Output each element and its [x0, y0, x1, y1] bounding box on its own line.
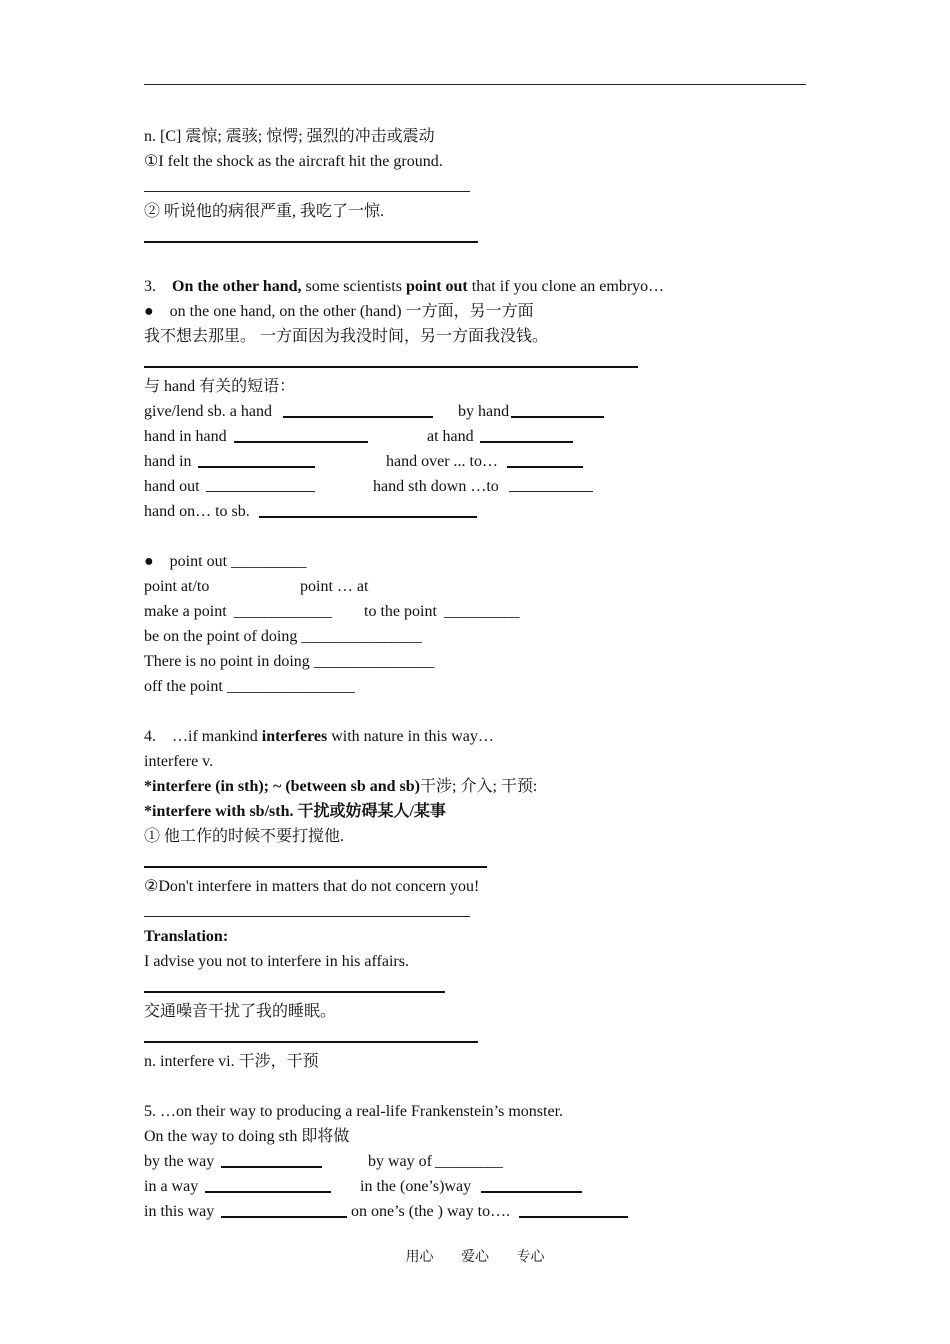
usage-pattern: *interfere (in sth); ~ (between sb and sb) — [144, 778, 421, 795]
example-sentence: ②Don't interfere in matters that do not concern you! — [144, 878, 480, 895]
fill-blank — [283, 416, 433, 418]
part-of-speech: interfere v. — [144, 753, 214, 770]
fill-blank: _________________ — [226, 678, 355, 695]
phrase-label: hand over ... to… — [386, 453, 498, 470]
fill-blank — [221, 1166, 322, 1168]
definition-line — [144, 774, 834, 799]
answer-line — [144, 849, 834, 874]
phrase-row — [144, 1149, 834, 1174]
answer-line — [144, 224, 834, 249]
phrase-row — [144, 624, 834, 649]
heading-text: with nature in this way… — [327, 728, 494, 745]
phrase-label: on one’s (the ) way to…. — [347, 1203, 511, 1220]
fill-blank: _____________ — [234, 603, 332, 620]
fill-blank — [507, 466, 583, 468]
fill-blank — [511, 416, 604, 418]
phrase-label: by hand — [458, 403, 510, 420]
phrase-label: off the point — [144, 678, 223, 695]
section-heading: 5. …on their way to producing a real-life Frankenstein’s monster. — [144, 1103, 564, 1120]
phrase-label: make a point — [144, 603, 227, 620]
example-sentence: ① 他工作的时候不要打搅他. — [144, 828, 345, 845]
phrase-label: hand out — [144, 478, 200, 495]
bullet-icon: ● — [144, 303, 154, 320]
phrase-label: in this way — [144, 1203, 215, 1220]
answer-line — [144, 974, 834, 999]
top-answer-line — [144, 84, 806, 85]
phrase-label: by way of — [368, 1153, 432, 1170]
phrase-label: hand on… to sb. — [144, 503, 250, 520]
phrase-row — [144, 574, 834, 599]
phrase-row — [144, 674, 834, 699]
heading-text: some scientists — [301, 278, 406, 295]
fill-blank: _________ — [435, 1153, 503, 1170]
bullet-item — [144, 299, 834, 324]
worksheet-content — [144, 124, 834, 1224]
answer-line — [144, 174, 834, 199]
translation-prompt: 我不想去那里。 一方面因为我没时间，另一方面我没钱。 — [144, 328, 549, 345]
fill-blank — [206, 491, 315, 492]
fill-blank — [509, 491, 593, 492]
section-heading — [144, 724, 834, 749]
footer-motto: 用心 — [405, 1250, 434, 1265]
heading-text: 4. …if mankind — [144, 728, 262, 745]
fill-blank — [259, 516, 477, 518]
heading-text: that if you clone an embryo… — [467, 278, 665, 295]
translation-label — [144, 924, 834, 949]
phrase-label: point out — [169, 553, 228, 570]
fill-blank: __________ — [231, 553, 307, 570]
fill-blank — [480, 441, 573, 443]
phrase-label: by the way — [144, 1153, 215, 1170]
fill-blank — [519, 1216, 628, 1218]
fill-blank — [234, 441, 368, 443]
translation-heading: Translation: — [144, 928, 229, 945]
phrase-row — [144, 424, 834, 449]
hand-phrases-title: 与 hand 有关的短语： — [144, 378, 296, 395]
definition-text: 干涉; 介入; 干预: — [420, 778, 538, 795]
noun-form: n. interfere vi. 干涉，干预 — [144, 1053, 319, 1070]
definition-line — [144, 799, 834, 824]
phrase-label: hand in hand — [144, 428, 227, 445]
key-phrase: point out — [405, 278, 468, 295]
phrase-row — [144, 599, 834, 624]
phrase-label: point at/to — [144, 578, 210, 595]
footer-motto: 专心 — [516, 1250, 545, 1265]
answer-line — [144, 349, 834, 374]
phrase-row — [144, 1174, 834, 1199]
bullet-item — [144, 549, 834, 574]
fill-blank: ________________ — [301, 628, 422, 645]
phrase-row — [144, 399, 834, 424]
phrase-row — [144, 474, 834, 499]
definition-line: n. [C] 震惊; 震骇; 惊愕; 强烈的冲击或震动 — [144, 128, 435, 145]
phrase-row — [144, 499, 834, 524]
fill-blank — [481, 1191, 582, 1193]
phrase-label: give/lend sb. a hand — [144, 403, 272, 420]
key-phrase: interferes — [261, 728, 328, 745]
fill-blank: ________________ — [313, 653, 434, 670]
phrase-label: point … at — [300, 578, 369, 595]
fill-blank — [221, 1216, 347, 1218]
phrase-line: On the way to doing sth 即将做 — [144, 1128, 350, 1145]
phrase-label: at hand — [427, 428, 474, 445]
translation-prompt: I advise you not to interfere in his affairs. — [144, 953, 409, 970]
section-heading — [144, 274, 834, 299]
phrase-label: hand sth down …to — [373, 478, 499, 495]
example-sentence: ①I felt the shock as the aircraft hit the ground. — [144, 153, 443, 170]
phrase-label: be on the point of doing — [144, 628, 298, 645]
phrase-row — [144, 449, 834, 474]
section-number: 3. — [144, 278, 156, 295]
phrase-label: hand in — [144, 453, 192, 470]
phrase-text: on the one hand, on the other (hand) 一方面，另一方面 — [169, 303, 534, 320]
bullet-icon: ● — [144, 553, 154, 570]
fill-blank — [205, 1191, 331, 1193]
translation-prompt: 交通噪音干扰了我的睡眠。 — [144, 1003, 337, 1020]
page-footer — [0, 1248, 950, 1268]
footer-motto: 爱心 — [461, 1250, 489, 1265]
answer-line — [144, 899, 834, 924]
phrase-label: in the (one’s)way — [360, 1178, 472, 1195]
fill-blank: __________ — [444, 603, 519, 620]
usage-pattern: *interfere with sb/sth. 干扰或妨碍某人/某事 — [144, 803, 446, 820]
phrase-row — [144, 649, 834, 674]
phrase-label: There is no point in doing — [144, 653, 310, 670]
phrase-row — [144, 1199, 834, 1224]
answer-line — [144, 1024, 834, 1049]
key-phrase: On the other hand, — [172, 278, 302, 295]
phrase-label: in a way — [144, 1178, 199, 1195]
example-sentence: ② 听说他的病很严重, 我吃了一惊. — [144, 203, 385, 220]
fill-blank — [198, 466, 315, 468]
phrase-label: to the point — [364, 603, 437, 620]
